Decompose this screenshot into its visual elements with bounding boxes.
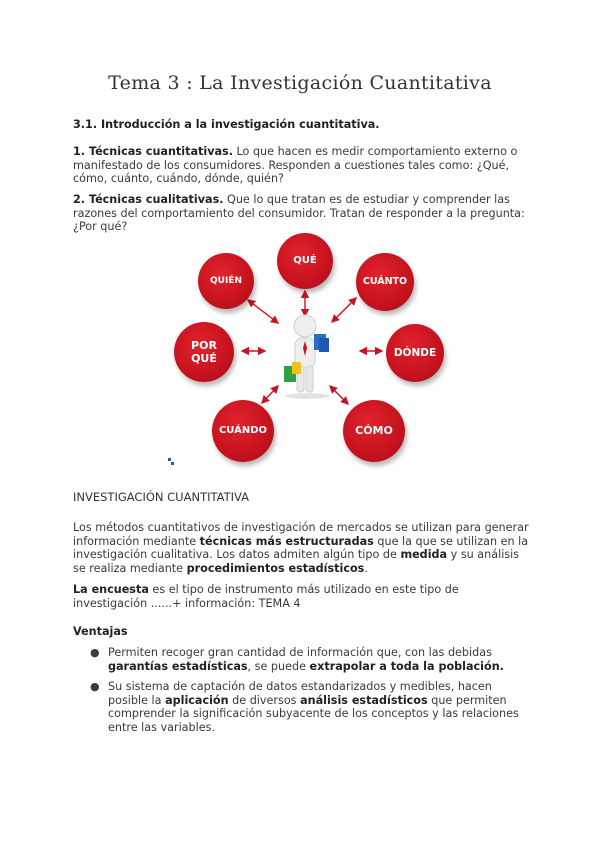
label-como: CÓMO: [355, 424, 393, 437]
small-mark: [168, 458, 171, 461]
section-paragraph-1: Los métodos cuantitativos de investigación de mercados se utilizan para generar información mediante técnicas más estructuradas que la que se utilizan en la investigación cualitativa. Los datos admiten algún tipo de medida y su análisis se realiza mediante procedimientos estadísticos.: [73, 521, 529, 575]
qualitative-text: Que lo que tratan es de estudiar y comprender las razones del comportamiento del consumidor. Tratan de responder a la pregunta: ¿Por qué?: [73, 193, 525, 234]
quantitative-label: 1. Técnicas cuantitativas.: [73, 145, 233, 158]
paragraph-quantitative: [73, 145, 533, 186]
circle-donde: [386, 324, 444, 382]
ventajas-heading: Ventajas: [73, 625, 128, 638]
circle-quien: [198, 253, 254, 309]
section-paragraph-2: La encuesta es el tipo de instrumento más utilizado en este tipo de investigación ......+ información: TEMA 4: [73, 583, 459, 610]
circle-como: [343, 400, 405, 462]
ventajas-list: [80, 646, 530, 742]
list-item: ● Permiten recoger gran cantidad de información que, con las debidas garantías estadísticas, se puede extrapolar a toda la población.: [90, 646, 504, 673]
label-que: QUÉ: [293, 255, 317, 266]
page-title: Tema 3 : La Investigación Cuantitativa: [108, 72, 492, 94]
label-cuanto: CUÁNTO: [362, 276, 408, 287]
questions-diagram: [160, 228, 450, 473]
quantitative-text: Lo que hacen es medir comportamiento externo o manifestado de los consumidores. Responden a cuestiones tales como: ¿Qué, cómo, cuánto, cuándo, dónde, quién?: [73, 145, 518, 186]
circle-que: [277, 233, 333, 289]
person-figure-icon: [272, 310, 342, 400]
label-quien: QUIÉN: [210, 276, 242, 286]
section-heading: INVESTIGACIÓN CUANTITATIVA: [73, 490, 250, 504]
intro-heading: 3.1. Introducción a la investigación cuantitativa.: [73, 118, 380, 131]
circle-cuando: [212, 400, 274, 462]
list-item: ● Su sistema de captación de datos estandarizados y medibles, hacen posible la aplicación de diversos análisis estadísticos que permiten comprender la significación subyacente de los conceptos y las relaciones entre las variables.: [90, 680, 519, 734]
label-donde: DÓNDE: [393, 347, 437, 359]
circle-porque: [174, 322, 234, 382]
label-cuando: CUÁNDO: [218, 425, 268, 436]
small-mark-2: [171, 462, 174, 465]
circle-cuanto: [356, 253, 414, 311]
label-porque: POR QUÉ: [191, 339, 217, 365]
qualitative-label: 2. Técnicas cualitativas.: [73, 193, 224, 206]
